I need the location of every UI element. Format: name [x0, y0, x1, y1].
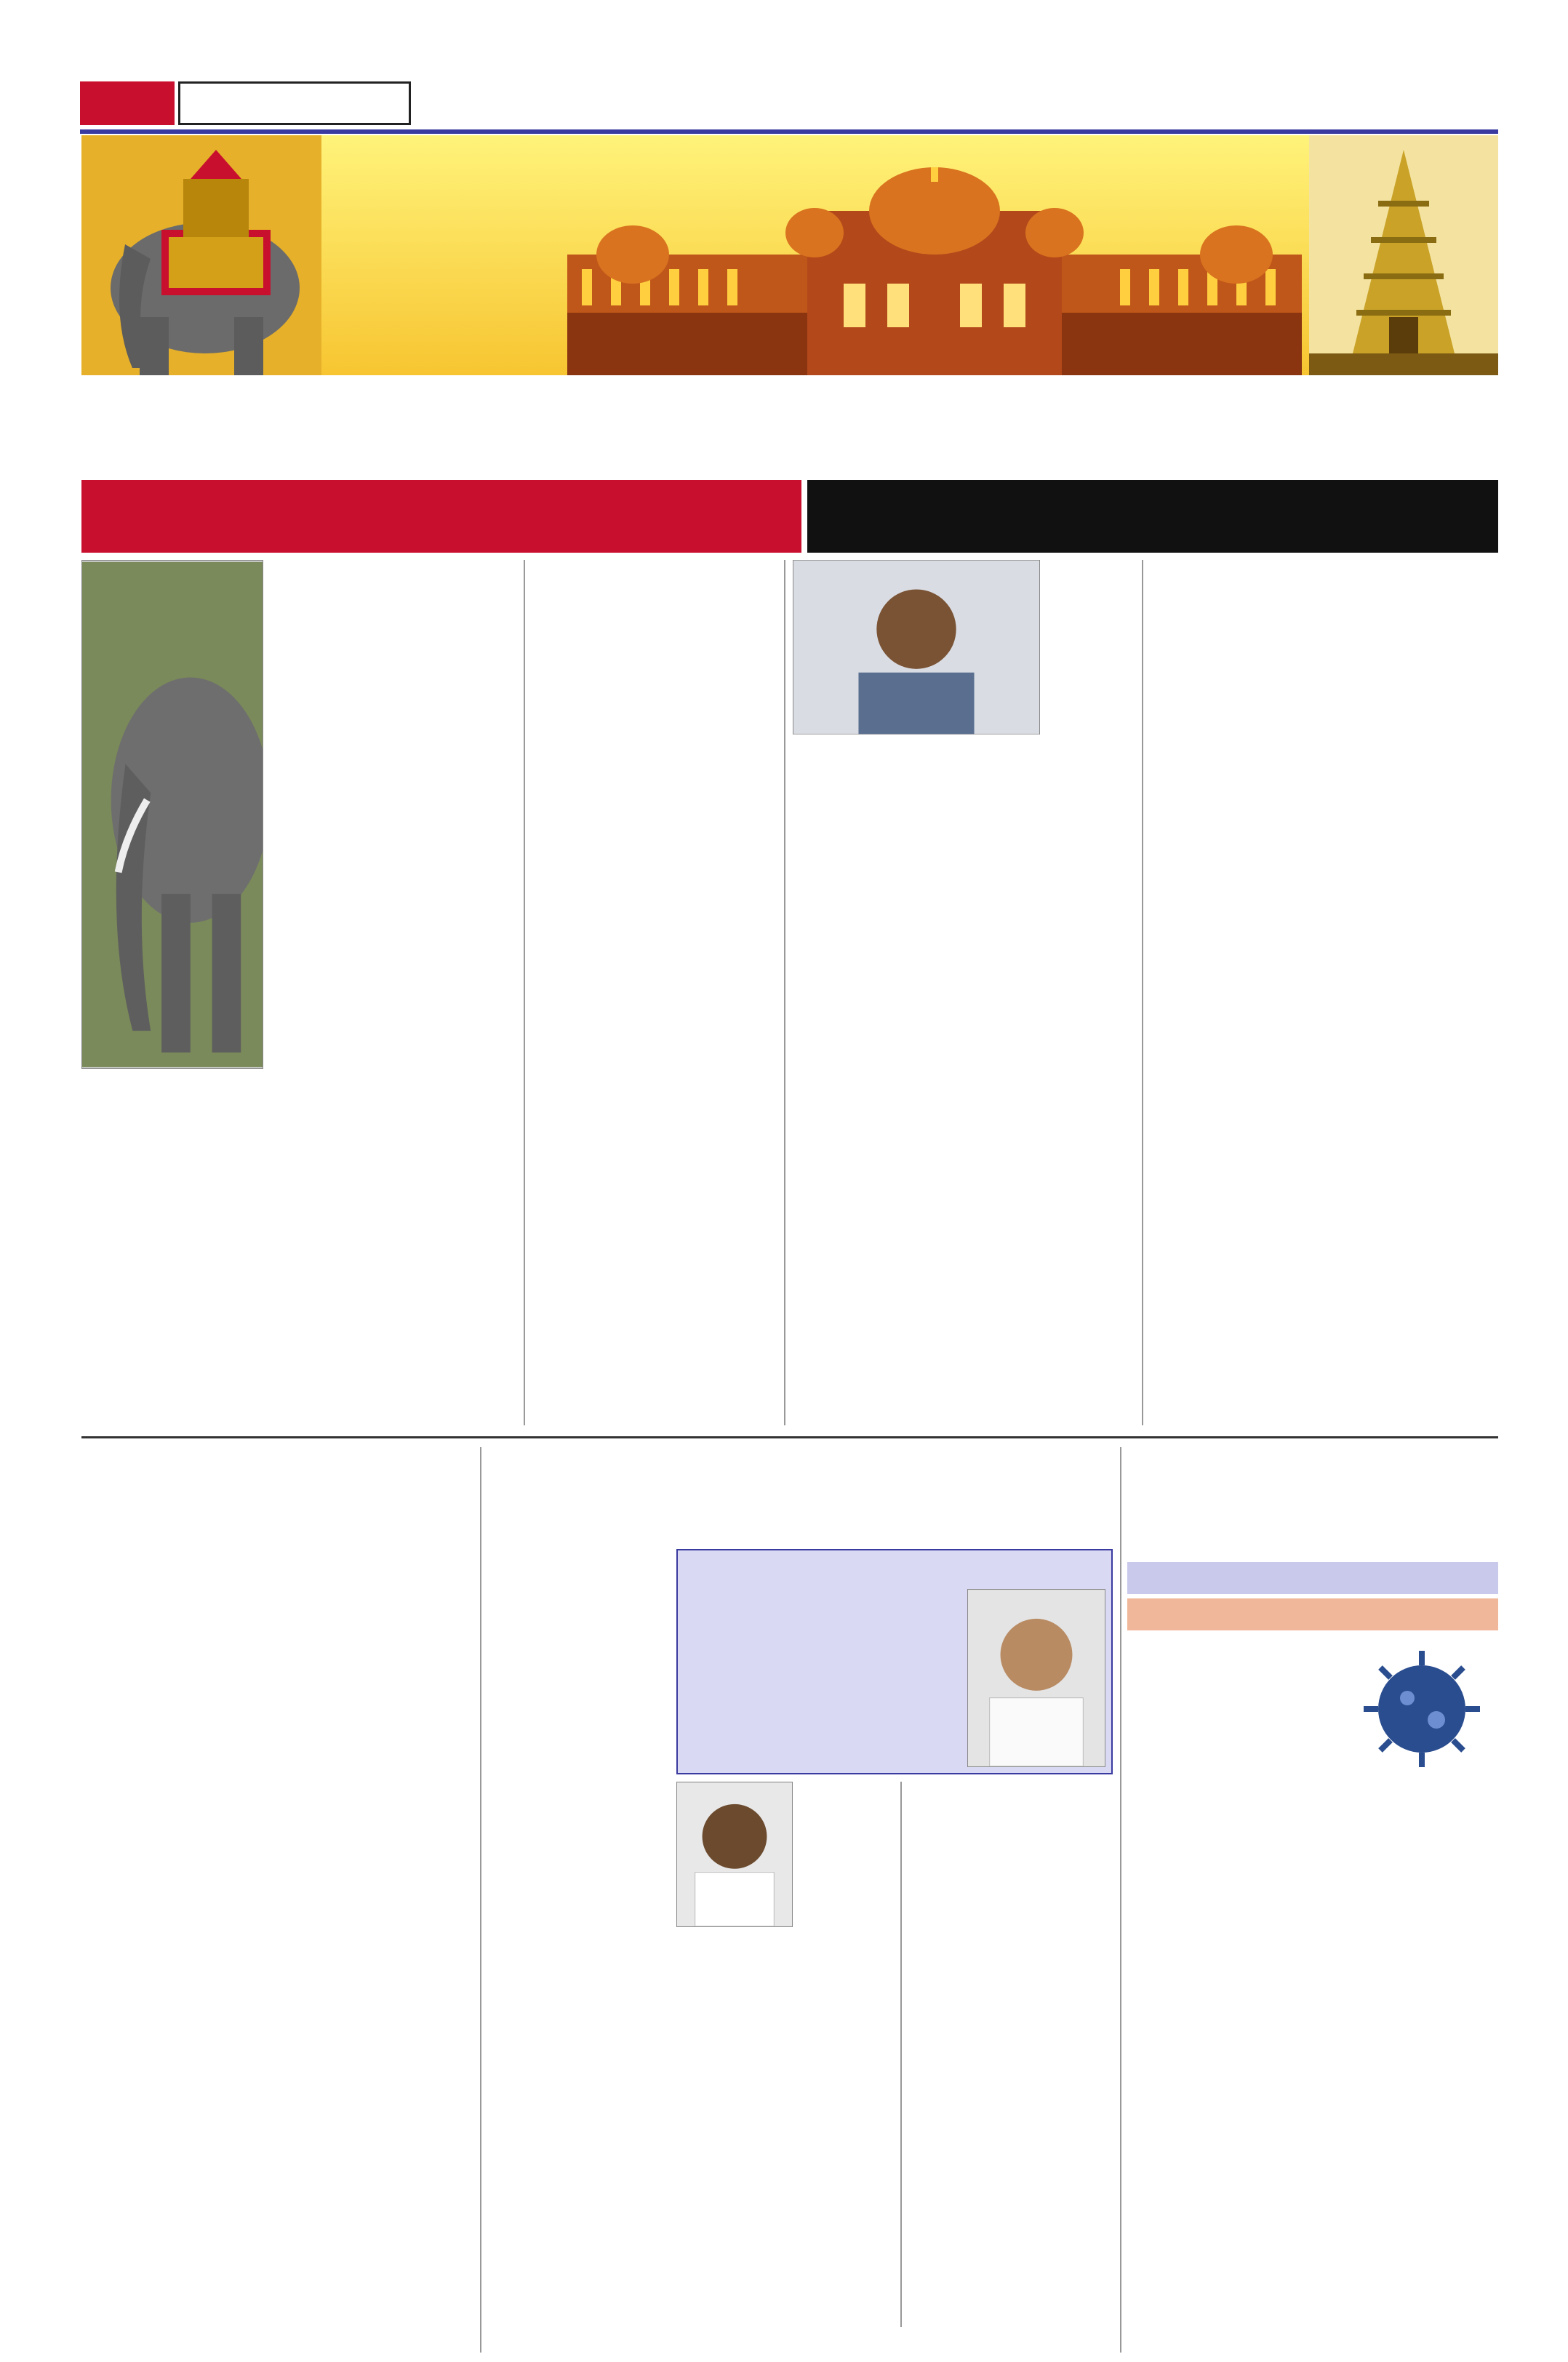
subhead-right [807, 480, 1498, 553]
subhead-left [81, 480, 801, 553]
masthead [720, 81, 938, 125]
palace-illustration [567, 167, 1302, 375]
covid-strap-mysuru [1127, 1562, 1498, 1594]
column-rule [900, 1782, 902, 2327]
trust-vote-title [487, 1447, 1113, 1542]
trust-vote-body3 [908, 1782, 1113, 2327]
section-name [178, 81, 411, 125]
covid-story-body [1127, 1636, 1498, 2102]
dasara-title-box [335, 153, 553, 356]
column-rule [524, 560, 525, 1425]
trust-vote-body2 [676, 1934, 895, 2327]
elephant-icon [82, 560, 263, 1069]
section-rule [81, 1436, 1498, 1438]
column-rule [1142, 560, 1143, 1425]
dateline [1135, 81, 1498, 125]
cm-box-title [684, 1555, 1105, 1584]
speaker-photo [793, 560, 1040, 734]
decorated-elephant-illustration [81, 135, 321, 375]
header-rule [80, 129, 1498, 134]
column-rule [784, 560, 785, 1425]
person-icon [968, 1589, 1105, 1767]
lead-story-col2 [531, 560, 778, 1425]
temple-gopura-illustration [1309, 135, 1498, 375]
hdk-photo [676, 1782, 793, 1927]
disaster-story-title [81, 2258, 474, 2353]
elephant-photo [81, 560, 263, 1069]
power-story-body [81, 1905, 474, 2058]
jds-story-title [81, 2062, 474, 2098]
person-icon [793, 560, 1039, 734]
lead-story-col3 [793, 742, 1135, 1425]
electric-story-title [81, 1447, 474, 1542]
covid-story-title [1127, 1447, 1498, 1556]
cm-photo [967, 1589, 1105, 1767]
covid-strap-total [1127, 1598, 1498, 1630]
jds-story-body [81, 2102, 474, 2254]
trust-vote-body1 [487, 1549, 669, 2080]
page-number [80, 81, 175, 125]
column-rule [480, 1447, 481, 2353]
ias-link-website[interactable] [1127, 2282, 1498, 2304]
column-rule [1120, 1447, 1121, 2353]
main-headline [81, 385, 1498, 473]
lead-story-col4 [1149, 560, 1498, 1425]
ias-link-email[interactable] [1127, 2305, 1498, 2327]
power-story-title [81, 1858, 474, 1902]
lead-story-col1 [271, 560, 518, 1425]
ias-story-title [1127, 2113, 1498, 2149]
cm-box-body [684, 1589, 960, 1771]
person-icon [677, 1782, 792, 1927]
ias-story-body [1127, 2153, 1498, 2280]
electric-story-body [81, 1549, 474, 1854]
